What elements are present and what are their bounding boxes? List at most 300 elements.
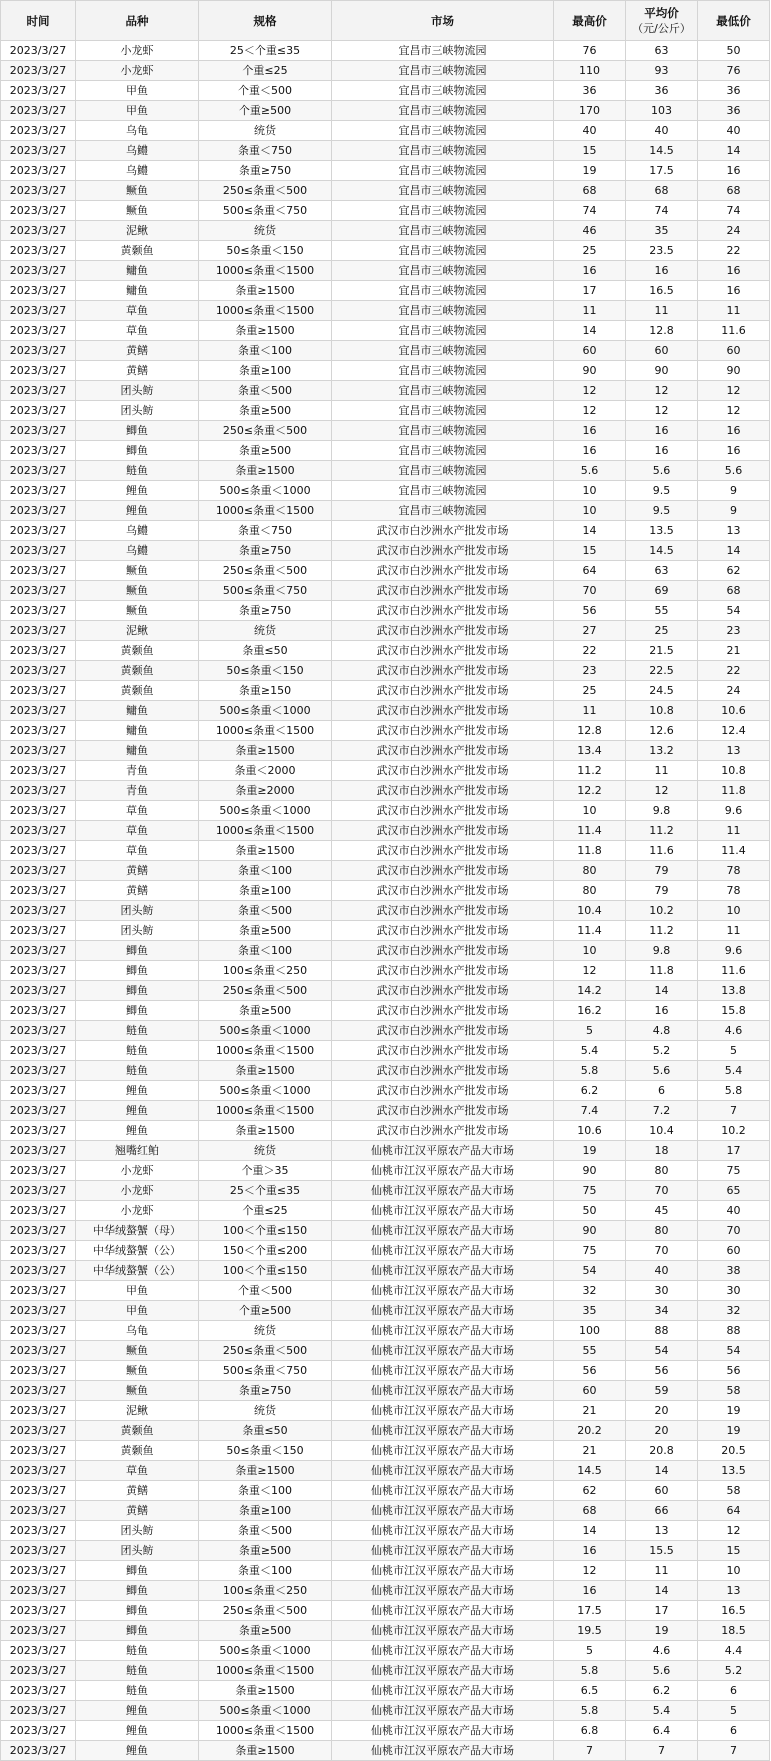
cell-avg-price: 40	[626, 1261, 698, 1281]
cell-market: 宜昌市三峡物流园	[332, 81, 554, 101]
cell-variety: 中华绒螯蟹（公）	[76, 1261, 199, 1281]
cell-spec: 50≤条重＜150	[199, 241, 332, 261]
cell-avg-price: 4.6	[626, 1641, 698, 1661]
cell-avg-price: 11	[626, 1561, 698, 1581]
cell-avg-price: 35	[626, 221, 698, 241]
cell-market: 仙桃市江汉平原农产品大市场	[332, 1621, 554, 1641]
cell-market: 宜昌市三峡物流园	[332, 341, 554, 361]
cell-max-price: 11.4	[554, 821, 626, 841]
cell-market: 宜昌市三峡物流园	[332, 141, 554, 161]
table-row	[1, 361, 770, 381]
cell-spec: 个重≤25	[199, 1201, 332, 1221]
cell-market: 宜昌市三峡物流园	[332, 481, 554, 501]
cell-variety: 团头鲂	[76, 1541, 199, 1561]
cell-variety: 乌鳢	[76, 521, 199, 541]
cell-variety: 鳙鱼	[76, 721, 199, 741]
cell-variety: 黄颡鱼	[76, 1421, 199, 1441]
cell-max-price: 25	[554, 681, 626, 701]
cell-spec: 150＜个重≤200	[199, 1241, 332, 1261]
cell-market: 仙桃市江汉平原农产品大市场	[332, 1261, 554, 1281]
cell-min-price: 64	[698, 1501, 770, 1521]
cell-min-price: 58	[698, 1481, 770, 1501]
cell-variety: 黄颡鱼	[76, 681, 199, 701]
cell-variety: 草鱼	[76, 1461, 199, 1481]
cell-min-price: 75	[698, 1161, 770, 1181]
cell-avg-price: 5.6	[626, 1661, 698, 1681]
cell-time: 2023/3/27	[1, 1681, 76, 1701]
table-row	[1, 1321, 770, 1341]
cell-spec: 个重≥500	[199, 1301, 332, 1321]
cell-avg-price: 10.2	[626, 901, 698, 921]
cell-avg-price: 79	[626, 861, 698, 881]
cell-variety: 鲫鱼	[76, 1581, 199, 1601]
table-row	[1, 861, 770, 881]
cell-avg-price: 45	[626, 1201, 698, 1221]
cell-min-price: 13	[698, 1581, 770, 1601]
cell-variety: 鳙鱼	[76, 741, 199, 761]
cell-market: 宜昌市三峡物流园	[332, 441, 554, 461]
cell-max-price: 19	[554, 1141, 626, 1161]
cell-min-price: 16	[698, 441, 770, 461]
cell-market: 宜昌市三峡物流园	[332, 181, 554, 201]
cell-spec: 500≤条重＜1000	[199, 801, 332, 821]
cell-market: 武汉市白沙洲水产批发市场	[332, 1001, 554, 1021]
cell-market: 武汉市白沙洲水产批发市场	[332, 841, 554, 861]
cell-max-price: 6.2	[554, 1081, 626, 1101]
cell-variety: 中华绒螯蟹（母）	[76, 1221, 199, 1241]
cell-spec: 1000≤条重＜1500	[199, 1101, 332, 1121]
cell-avg-price: 14.5	[626, 141, 698, 161]
cell-max-price: 76	[554, 41, 626, 61]
table-row	[1, 961, 770, 981]
header-avg-label: 平均价	[644, 5, 679, 20]
cell-min-price: 9	[698, 501, 770, 521]
table-row	[1, 1561, 770, 1581]
cell-variety: 黄颡鱼	[76, 661, 199, 681]
cell-min-price: 54	[698, 1341, 770, 1361]
cell-variety: 鲤鱼	[76, 1101, 199, 1121]
cell-max-price: 19	[554, 161, 626, 181]
table-row	[1, 461, 770, 481]
table-row	[1, 1101, 770, 1121]
cell-market: 武汉市白沙洲水产批发市场	[332, 781, 554, 801]
cell-min-price: 40	[698, 1201, 770, 1221]
cell-market: 武汉市白沙洲水产批发市场	[332, 561, 554, 581]
cell-spec: 250≤条重＜500	[199, 1601, 332, 1621]
cell-max-price: 110	[554, 61, 626, 81]
cell-max-price: 16	[554, 1581, 626, 1601]
cell-spec: 条重＜750	[199, 521, 332, 541]
cell-min-price: 36	[698, 101, 770, 121]
cell-market: 仙桃市江汉平原农产品大市场	[332, 1341, 554, 1361]
cell-min-price: 5	[698, 1041, 770, 1061]
cell-spec: 100≤条重＜250	[199, 961, 332, 981]
cell-avg-price: 12.8	[626, 321, 698, 341]
cell-avg-price: 79	[626, 881, 698, 901]
cell-max-price: 11	[554, 701, 626, 721]
cell-max-price: 6.8	[554, 1721, 626, 1741]
cell-time: 2023/3/27	[1, 1161, 76, 1181]
cell-market: 仙桃市江汉平原农产品大市场	[332, 1661, 554, 1681]
cell-max-price: 75	[554, 1181, 626, 1201]
table-row	[1, 821, 770, 841]
table-row	[1, 1441, 770, 1461]
cell-min-price: 5.8	[698, 1081, 770, 1101]
cell-time: 2023/3/27	[1, 261, 76, 281]
cell-variety: 鲤鱼	[76, 1121, 199, 1141]
cell-time: 2023/3/27	[1, 981, 76, 1001]
cell-max-price: 35	[554, 1301, 626, 1321]
table-row	[1, 1301, 770, 1321]
table-row	[1, 561, 770, 581]
cell-variety: 黄颡鱼	[76, 241, 199, 261]
cell-variety: 鳜鱼	[76, 561, 199, 581]
cell-avg-price: 5.6	[626, 1061, 698, 1081]
cell-avg-price: 54	[626, 1341, 698, 1361]
table-row	[1, 101, 770, 121]
cell-max-price: 54	[554, 1261, 626, 1281]
cell-min-price: 15	[698, 1541, 770, 1561]
cell-variety: 鳙鱼	[76, 261, 199, 281]
cell-spec: 个重＜500	[199, 81, 332, 101]
cell-market: 宜昌市三峡物流园	[332, 221, 554, 241]
cell-spec: 统货	[199, 621, 332, 641]
cell-variety: 鲫鱼	[76, 961, 199, 981]
cell-max-price: 19.5	[554, 1621, 626, 1641]
cell-avg-price: 9.8	[626, 941, 698, 961]
cell-min-price: 5.2	[698, 1661, 770, 1681]
cell-time: 2023/3/27	[1, 961, 76, 981]
cell-variety: 鲢鱼	[76, 1021, 199, 1041]
cell-max-price: 36	[554, 81, 626, 101]
cell-time: 2023/3/27	[1, 361, 76, 381]
cell-time: 2023/3/27	[1, 1561, 76, 1581]
cell-min-price: 11	[698, 921, 770, 941]
cell-max-price: 68	[554, 181, 626, 201]
cell-min-price: 10.2	[698, 1121, 770, 1141]
cell-spec: 1000≤条重＜1500	[199, 1661, 332, 1681]
cell-avg-price: 11.6	[626, 841, 698, 861]
cell-min-price: 54	[698, 601, 770, 621]
cell-spec: 500≤条重＜1000	[199, 701, 332, 721]
cell-time: 2023/3/27	[1, 1101, 76, 1121]
cell-max-price: 100	[554, 1321, 626, 1341]
cell-variety: 甲鱼	[76, 101, 199, 121]
cell-variety: 草鱼	[76, 321, 199, 341]
cell-min-price: 7	[698, 1101, 770, 1121]
cell-market: 仙桃市江汉平原农产品大市场	[332, 1501, 554, 1521]
cell-avg-price: 14	[626, 1461, 698, 1481]
cell-min-price: 40	[698, 121, 770, 141]
cell-time: 2023/3/27	[1, 481, 76, 501]
cell-spec: 个重＞35	[199, 1161, 332, 1181]
cell-spec: 个重≤25	[199, 61, 332, 81]
cell-avg-price: 12	[626, 401, 698, 421]
cell-time: 2023/3/27	[1, 1141, 76, 1161]
cell-variety: 团头鲂	[76, 901, 199, 921]
cell-avg-price: 24.5	[626, 681, 698, 701]
cell-max-price: 10.4	[554, 901, 626, 921]
cell-market: 仙桃市江汉平原农产品大市场	[332, 1601, 554, 1621]
cell-time: 2023/3/27	[1, 61, 76, 81]
cell-max-price: 12	[554, 381, 626, 401]
cell-min-price: 11.4	[698, 841, 770, 861]
cell-market: 仙桃市江汉平原农产品大市场	[332, 1441, 554, 1461]
cell-variety: 团头鲂	[76, 921, 199, 941]
cell-spec: 1000≤条重＜1500	[199, 261, 332, 281]
cell-min-price: 16	[698, 261, 770, 281]
cell-avg-price: 11.2	[626, 921, 698, 941]
cell-max-price: 5.8	[554, 1661, 626, 1681]
cell-spec: 条重≥1500	[199, 321, 332, 341]
cell-time: 2023/3/27	[1, 1221, 76, 1241]
cell-time: 2023/3/27	[1, 661, 76, 681]
cell-variety: 鲤鱼	[76, 1081, 199, 1101]
cell-variety: 鲢鱼	[76, 1681, 199, 1701]
cell-avg-price: 12	[626, 381, 698, 401]
cell-max-price: 75	[554, 1241, 626, 1261]
cell-spec: 条重≥750	[199, 541, 332, 561]
cell-variety: 乌鳢	[76, 161, 199, 181]
table-row	[1, 1141, 770, 1161]
cell-avg-price: 34	[626, 1301, 698, 1321]
cell-min-price: 13	[698, 741, 770, 761]
cell-market: 武汉市白沙洲水产批发市场	[332, 641, 554, 661]
table-row	[1, 1341, 770, 1361]
table-header	[1, 1, 770, 41]
cell-market: 宜昌市三峡物流园	[332, 201, 554, 221]
cell-market: 仙桃市江汉平原农产品大市场	[332, 1701, 554, 1721]
table-row	[1, 61, 770, 81]
cell-spec: 统货	[199, 221, 332, 241]
table-row	[1, 221, 770, 241]
table-row	[1, 321, 770, 341]
cell-market: 宜昌市三峡物流园	[332, 461, 554, 481]
cell-max-price: 15	[554, 541, 626, 561]
cell-time: 2023/3/27	[1, 1581, 76, 1601]
cell-min-price: 12	[698, 1521, 770, 1541]
cell-avg-price: 19	[626, 1621, 698, 1641]
cell-variety: 黄鳝	[76, 361, 199, 381]
cell-variety: 小龙虾	[76, 1201, 199, 1221]
cell-variety: 鲫鱼	[76, 1001, 199, 1021]
cell-avg-price: 14.5	[626, 541, 698, 561]
cell-time: 2023/3/27	[1, 1041, 76, 1061]
cell-avg-price: 5.6	[626, 461, 698, 481]
cell-min-price: 16	[698, 161, 770, 181]
cell-avg-price: 103	[626, 101, 698, 121]
cell-time: 2023/3/27	[1, 1001, 76, 1021]
table-row	[1, 1361, 770, 1381]
cell-min-price: 88	[698, 1321, 770, 1341]
table-row	[1, 381, 770, 401]
cell-max-price: 70	[554, 581, 626, 601]
cell-max-price: 13.4	[554, 741, 626, 761]
cell-market: 武汉市白沙洲水产批发市场	[332, 541, 554, 561]
cell-market: 武汉市白沙洲水产批发市场	[332, 1081, 554, 1101]
cell-time: 2023/3/27	[1, 801, 76, 821]
cell-avg-price: 5.2	[626, 1041, 698, 1061]
cell-avg-price: 22.5	[626, 661, 698, 681]
cell-variety: 黄颡鱼	[76, 1441, 199, 1461]
cell-max-price: 80	[554, 861, 626, 881]
cell-market: 武汉市白沙洲水产批发市场	[332, 521, 554, 541]
cell-spec: 条重＜500	[199, 901, 332, 921]
cell-max-price: 90	[554, 361, 626, 381]
cell-time: 2023/3/27	[1, 101, 76, 121]
cell-min-price: 17	[698, 1141, 770, 1161]
cell-market: 武汉市白沙洲水产批发市场	[332, 821, 554, 841]
cell-time: 2023/3/27	[1, 861, 76, 881]
table-row	[1, 701, 770, 721]
cell-spec: 50≤条重＜150	[199, 661, 332, 681]
cell-avg-price: 17.5	[626, 161, 698, 181]
cell-market: 仙桃市江汉平原农产品大市场	[332, 1561, 554, 1581]
header-avg-unit: （元/公斤）	[632, 21, 691, 35]
cell-market: 武汉市白沙洲水产批发市场	[332, 741, 554, 761]
cell-spec: 统货	[199, 1141, 332, 1161]
cell-market: 武汉市白沙洲水产批发市场	[332, 701, 554, 721]
cell-variety: 泥鳅	[76, 621, 199, 641]
cell-avg-price: 80	[626, 1221, 698, 1241]
cell-variety: 草鱼	[76, 841, 199, 861]
table-row	[1, 1001, 770, 1021]
cell-market: 宜昌市三峡物流园	[332, 281, 554, 301]
cell-time: 2023/3/27	[1, 501, 76, 521]
cell-time: 2023/3/27	[1, 1661, 76, 1681]
cell-spec: 1000≤条重＜1500	[199, 1041, 332, 1061]
cell-max-price: 5.6	[554, 461, 626, 481]
cell-avg-price: 55	[626, 601, 698, 621]
table-row	[1, 121, 770, 141]
cell-max-price: 68	[554, 1501, 626, 1521]
table-row	[1, 601, 770, 621]
cell-min-price: 65	[698, 1181, 770, 1201]
table-row	[1, 981, 770, 1001]
cell-variety: 草鱼	[76, 821, 199, 841]
cell-max-price: 10	[554, 801, 626, 821]
cell-avg-price: 60	[626, 341, 698, 361]
cell-avg-price: 36	[626, 81, 698, 101]
cell-market: 仙桃市江汉平原农产品大市场	[332, 1641, 554, 1661]
cell-variety: 鲢鱼	[76, 461, 199, 481]
cell-spec: 条重≥1500	[199, 741, 332, 761]
cell-variety: 团头鲂	[76, 381, 199, 401]
cell-market: 武汉市白沙洲水产批发市场	[332, 981, 554, 1001]
cell-avg-price: 56	[626, 1361, 698, 1381]
cell-max-price: 32	[554, 1281, 626, 1301]
cell-max-price: 7	[554, 1741, 626, 1761]
cell-min-price: 4.4	[698, 1641, 770, 1661]
cell-spec: 条重≥500	[199, 1541, 332, 1561]
cell-time: 2023/3/27	[1, 281, 76, 301]
table-row	[1, 141, 770, 161]
cell-avg-price: 7	[626, 1741, 698, 1761]
cell-avg-price: 13.2	[626, 741, 698, 761]
cell-spec: 500≤条重＜1000	[199, 1021, 332, 1041]
cell-market: 武汉市白沙洲水产批发市场	[332, 961, 554, 981]
cell-variety: 鲤鱼	[76, 501, 199, 521]
cell-max-price: 14.2	[554, 981, 626, 1001]
cell-min-price: 5.6	[698, 461, 770, 481]
table-row	[1, 1241, 770, 1261]
table-row	[1, 641, 770, 661]
table-row	[1, 501, 770, 521]
cell-variety: 鳜鱼	[76, 601, 199, 621]
cell-market: 仙桃市江汉平原农产品大市场	[332, 1541, 554, 1561]
cell-avg-price: 13	[626, 1521, 698, 1541]
cell-time: 2023/3/27	[1, 1281, 76, 1301]
cell-variety: 鲢鱼	[76, 1041, 199, 1061]
cell-market: 仙桃市江汉平原农产品大市场	[332, 1461, 554, 1481]
cell-variety: 鲢鱼	[76, 1061, 199, 1081]
header-max-price: 最高价	[554, 1, 626, 41]
table-row	[1, 941, 770, 961]
cell-market: 仙桃市江汉平原农产品大市场	[332, 1321, 554, 1341]
cell-spec: 条重＜100	[199, 341, 332, 361]
cell-time: 2023/3/27	[1, 641, 76, 661]
cell-avg-price: 16	[626, 421, 698, 441]
cell-time: 2023/3/27	[1, 781, 76, 801]
cell-max-price: 6.5	[554, 1681, 626, 1701]
table-row	[1, 1281, 770, 1301]
table-row	[1, 161, 770, 181]
cell-avg-price: 6.4	[626, 1721, 698, 1741]
cell-variety: 青鱼	[76, 781, 199, 801]
cell-market: 宜昌市三峡物流园	[332, 241, 554, 261]
cell-variety: 乌龟	[76, 121, 199, 141]
cell-spec: 条重≥500	[199, 921, 332, 941]
table-row	[1, 341, 770, 361]
cell-max-price: 22	[554, 641, 626, 661]
cell-max-price: 12	[554, 961, 626, 981]
cell-avg-price: 40	[626, 121, 698, 141]
cell-avg-price: 20.8	[626, 1441, 698, 1461]
cell-min-price: 6	[698, 1721, 770, 1741]
cell-time: 2023/3/27	[1, 401, 76, 421]
cell-time: 2023/3/27	[1, 1121, 76, 1141]
cell-time: 2023/3/27	[1, 1081, 76, 1101]
cell-spec: 条重＜750	[199, 141, 332, 161]
cell-max-price: 7.4	[554, 1101, 626, 1121]
table-row	[1, 241, 770, 261]
table-row	[1, 421, 770, 441]
cell-max-price: 90	[554, 1161, 626, 1181]
cell-variety: 鲢鱼	[76, 1661, 199, 1681]
cell-avg-price: 66	[626, 1501, 698, 1521]
cell-spec: 条重≥1500	[199, 1461, 332, 1481]
table-row	[1, 901, 770, 921]
cell-min-price: 90	[698, 361, 770, 381]
cell-max-price: 16	[554, 441, 626, 461]
cell-variety: 草鱼	[76, 301, 199, 321]
cell-max-price: 56	[554, 601, 626, 621]
cell-market: 仙桃市江汉平原农产品大市场	[332, 1481, 554, 1501]
cell-avg-price: 21.5	[626, 641, 698, 661]
cell-time: 2023/3/27	[1, 821, 76, 841]
cell-avg-price: 14	[626, 981, 698, 1001]
table-row	[1, 521, 770, 541]
cell-max-price: 46	[554, 221, 626, 241]
cell-max-price: 5	[554, 1641, 626, 1661]
cell-min-price: 24	[698, 221, 770, 241]
cell-market: 武汉市白沙洲水产批发市场	[332, 1041, 554, 1061]
cell-max-price: 56	[554, 1361, 626, 1381]
cell-max-price: 14	[554, 521, 626, 541]
cell-time: 2023/3/27	[1, 741, 76, 761]
cell-min-price: 23	[698, 621, 770, 641]
cell-time: 2023/3/27	[1, 901, 76, 921]
